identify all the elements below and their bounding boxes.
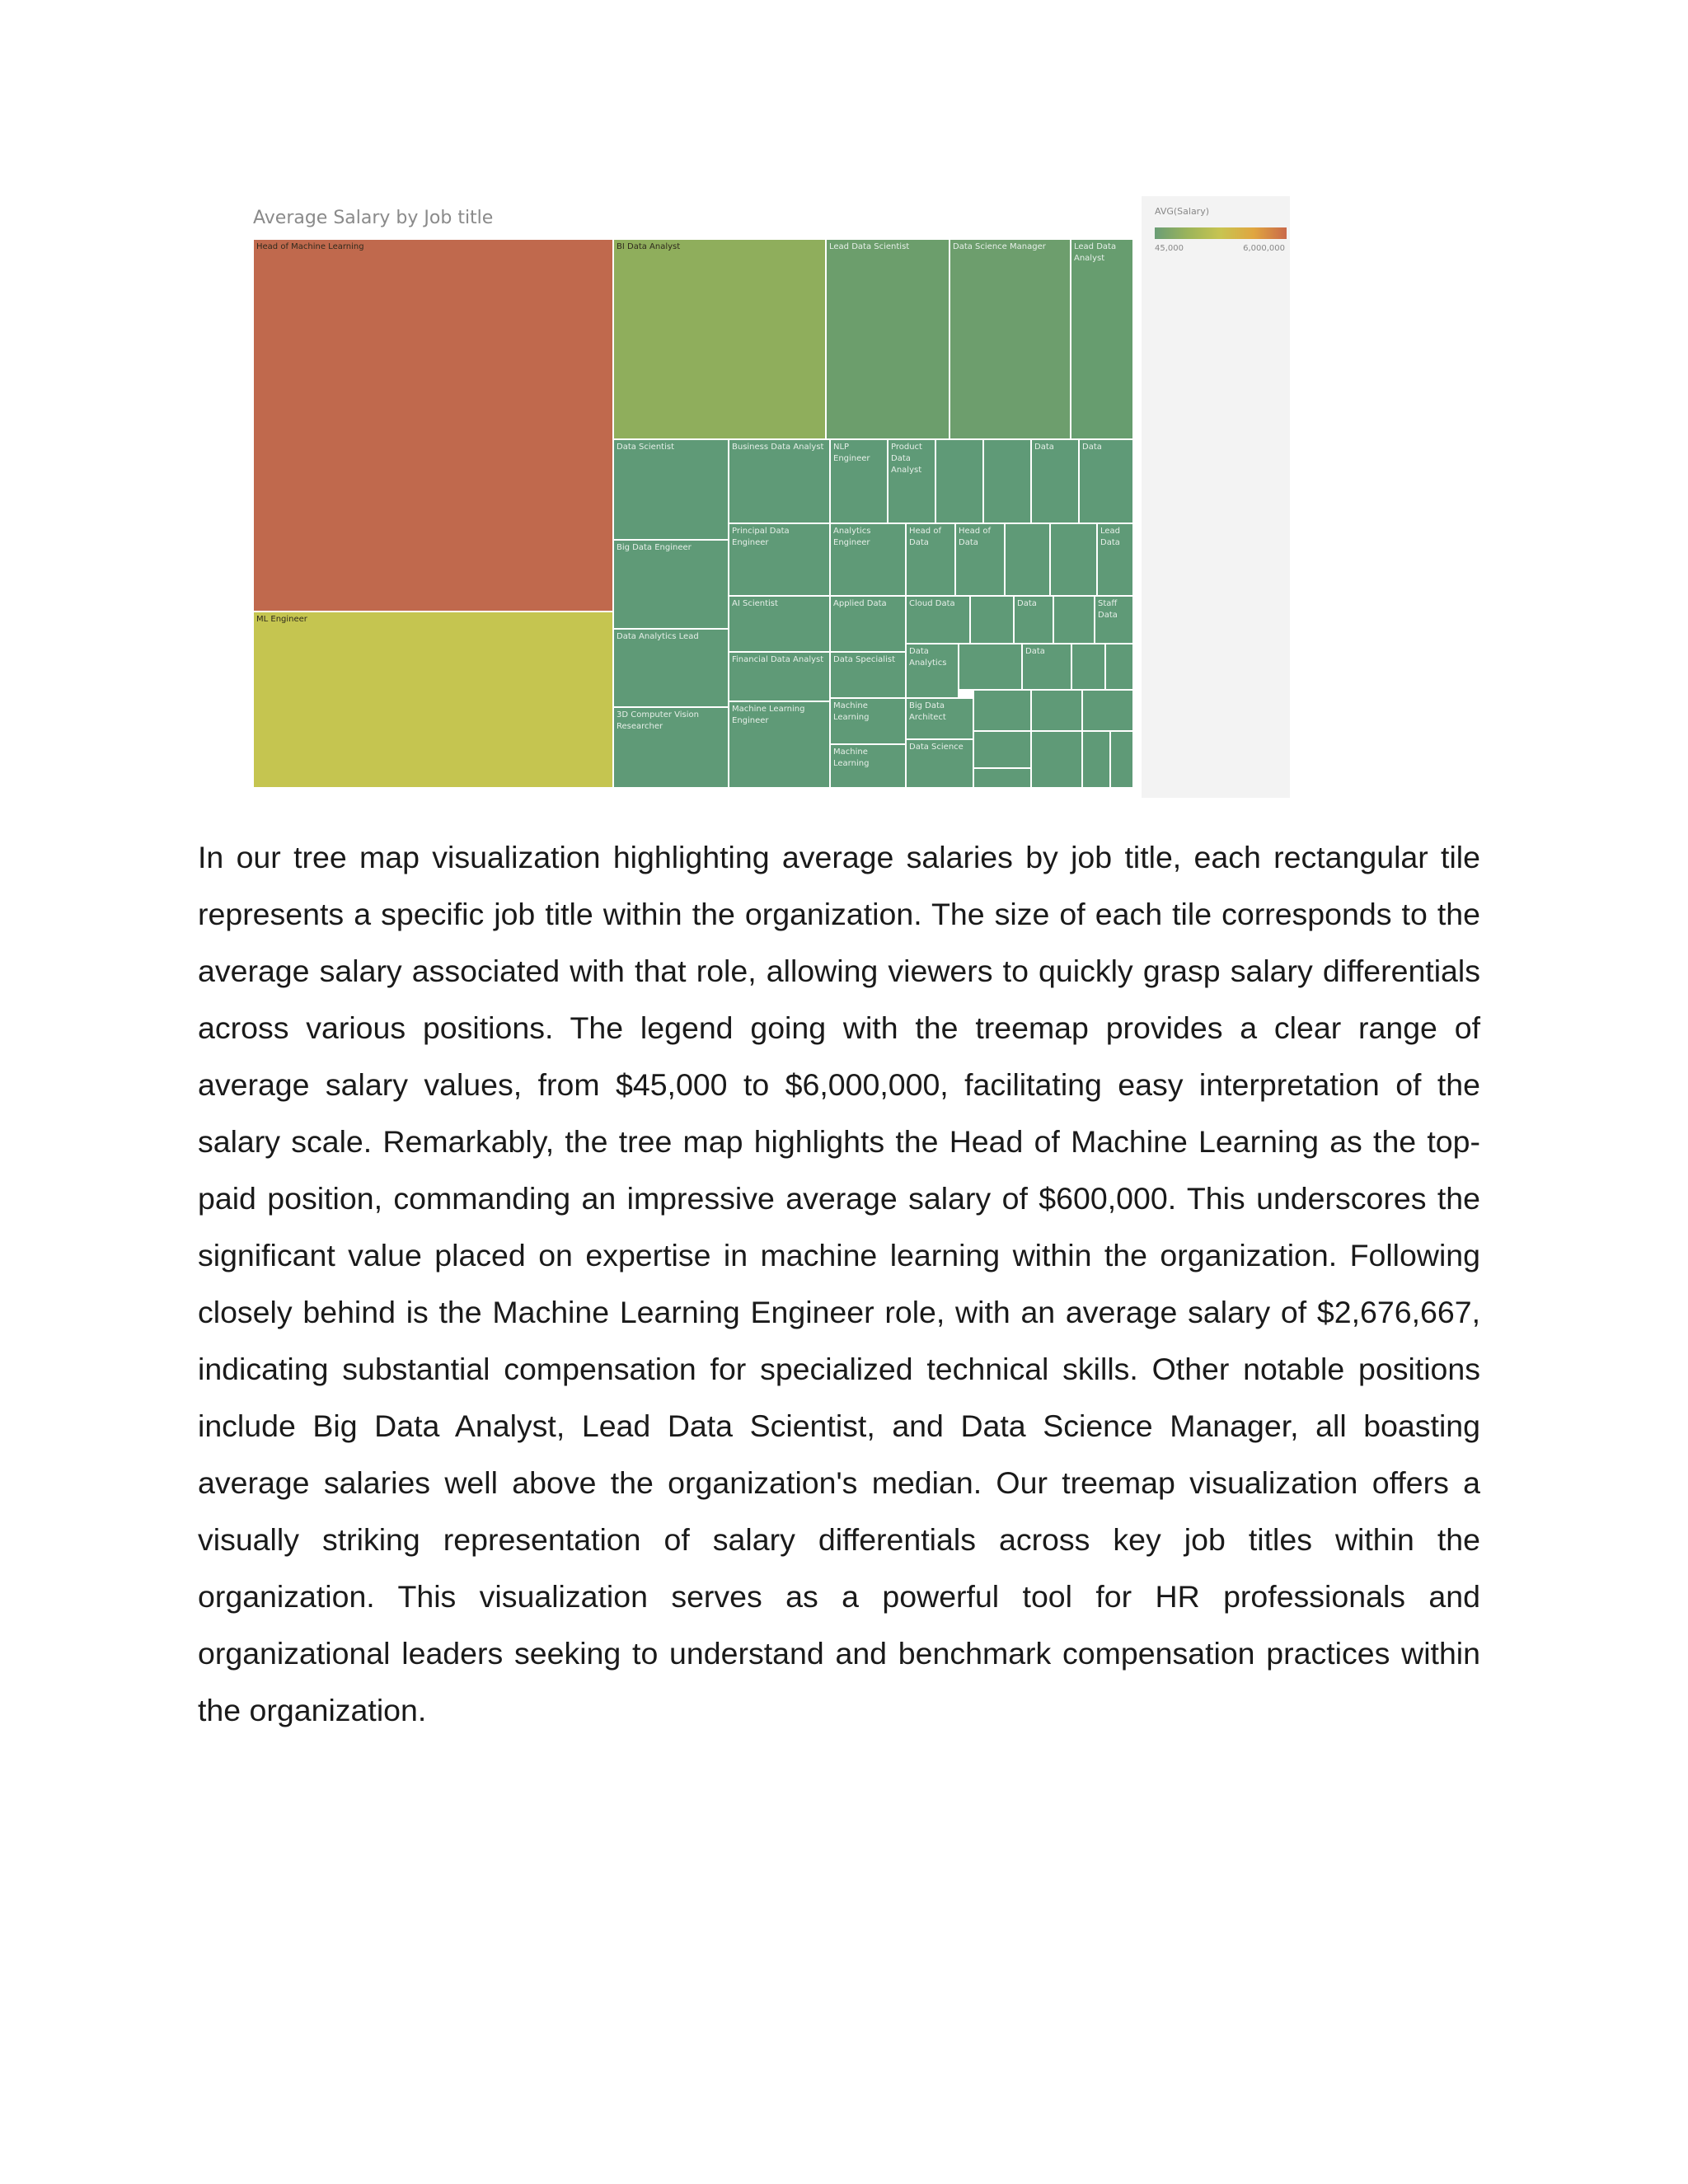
legend-max-label: 6,000,000 [1243,244,1285,253]
body-paragraph: In our tree map visualization highlighting average salaries by job title, each rectangular tile represents a specific job title within the organization. The size of each tile corresponds to the average salary associated with that role, allowing viewers to quickly grasp salary differentials across various positions. The legend going with the treemap provides a clear range of average salary values, from $45,000 to $6,000,000, facilitating easy interpretation of the salary scale. Remarkably, the tree map highlights the Head of Machine Learning as the top-paid position, commanding an impressive average salary of $600,000. This underscores the significant value placed on expertise in machine learning within the organization. Following closely behind is the Machine Learning Engineer role, with an average salary of $2,676,667, indicating substantial compensation for specialized technical skills. Other notable positions include Big Data Analyst, Lead Data Scientist, and Data Science Manager, all boasting average salaries well above the organization's median. Our treemap visualization offers a visually striking representation of salary differentials across key job titles within the organization. This visualization serves as a powerful tool for HR professionals and organizational leaders seeking to understand and benchmark compensation practices within the organization. [198,840,1480,1727]
treemap-tile [959,644,1022,690]
treemap-tile-label: Data Specialist [833,655,895,664]
treemap-tile-label: Head of Data [909,527,941,547]
treemap-tile-label: Data Analytics [909,647,947,668]
treemap-tile [1005,523,1050,596]
treemap-tile-label: Data Scientist [617,443,674,452]
treemap-tile-label: NLP Engineer [833,443,870,463]
treemap-tile [973,690,1031,731]
treemap-tile-label: AI Scientist [732,599,778,608]
treemap-tile-label: Big Data Architect [909,701,946,722]
legend-panel [1142,196,1290,798]
treemap-tile [1050,523,1097,596]
treemap-tile [1110,731,1133,788]
treemap-tile-label: Product Data Analyst [891,443,922,475]
treemap-tile-label: Data Science Manager [953,242,1046,251]
treemap-tile-label: 3D Computer Vision Researcher [617,710,699,731]
treemap-tile-label: Financial Data Analyst [732,655,824,664]
treemap-tile-label: Machine Learning [833,748,870,768]
treemap-tile-label: ML Engineer [256,615,307,624]
treemap-tile-label: Data [1034,443,1054,452]
treemap-tile-label: Big Data Engineer [617,543,692,552]
treemap-tile-label: Lead Data Analyst [1074,242,1117,263]
treemap-tile-label: Data [1082,443,1102,452]
treemap-tile-label: Principal Data Engineer [732,527,790,547]
treemap-tile-label: Data [1025,647,1045,656]
legend-color-bar [1155,227,1287,239]
treemap-tile [935,439,983,523]
chart-title: Average Salary by Job title [253,208,494,228]
treemap-tile-label: Data Analytics Lead [617,632,699,641]
treemap-tile-label: Lead Data Scientist [829,242,910,251]
treemap-figure [247,193,1294,803]
treemap-tile [1053,596,1095,644]
treemap-tile [1082,690,1133,731]
treemap-tile [973,768,1031,788]
treemap-tile-label: Staff Data [1098,599,1118,620]
treemap-tile-label: Machine Learning [833,701,870,722]
treemap-tile [1071,644,1105,690]
treemap-tile [1105,644,1133,690]
treemap-tile [1082,731,1110,788]
treemap-tile-label: Business Data Analyst [732,443,824,452]
treemap-tile-label: BI Data Analyst [617,242,681,251]
treemap-tile-label: Lead Data [1100,527,1121,547]
legend-min-label: 45,000 [1155,244,1184,253]
treemap-tile-label: Applied Data [833,599,887,608]
treemap-chart [253,239,1133,788]
treemap-tile-label: Data [1017,599,1037,608]
treemap-tile [1031,690,1082,731]
legend-title: AVG(Salary) [1155,206,1210,217]
treemap-tile-label: Head of Machine Learning [256,242,364,251]
treemap-tile-label: Machine Learning Engineer [732,705,805,725]
treemap-tile-label: Analytics Engineer [833,527,871,547]
treemap-tile-label: Data Science [909,743,964,752]
treemap-tile [983,439,1031,523]
treemap-tile [970,596,1014,644]
treemap-tile-label: Head of Data [959,527,991,547]
treemap-tile-label: Cloud Data [909,599,955,608]
treemap-tile [1031,731,1082,788]
